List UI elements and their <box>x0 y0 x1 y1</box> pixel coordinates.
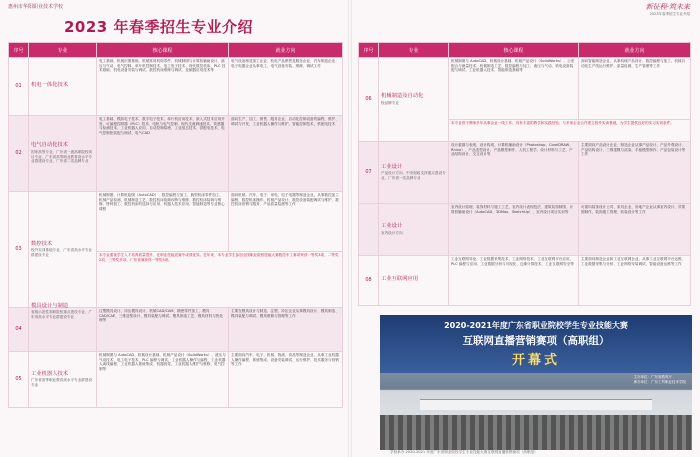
banner-line-2: 互联网直播营销赛项（高职组） <box>462 335 610 347</box>
majors-table-right <box>358 42 691 306</box>
major-name: 工业设计 <box>381 163 403 170</box>
major-name: 机械制造及自动化 <box>381 92 424 99</box>
row-number: 05 <box>9 352 29 408</box>
table-row <box>359 256 691 306</box>
organizer-line: 主办单位：广东省教育厅 <box>633 375 672 379</box>
col-header-core: 核心课程 <box>449 43 579 58</box>
major-note: 国家高等专业、广东省一流高职院校项目专业、广东省高等职业教育高水平专业群建设专业、广东省二类品牌专业 <box>31 149 93 164</box>
row-number: 06 <box>359 58 379 142</box>
logo-subtitle: 2023年春季招生专业介绍 <box>649 12 690 16</box>
job-direction: 主要面向制造企业和工业互联网企业，从事工业互联网平台运维、工业数据采集与分析、工业网络安装调试、智能设备运维等工作 <box>579 256 691 306</box>
major-cell <box>29 116 97 192</box>
major-name: 数控技术 <box>31 240 53 247</box>
col-header-job: 就业方向 <box>229 43 343 58</box>
organizer-line: 承办单位：广东工贸职业技术学院 <box>633 380 686 384</box>
col-header-major: 专业 <box>29 43 97 58</box>
job-direction: 可面向装饰设计公司、家具企业、房地产企业从事室内设计、效果图制作、装饰施工管理、软装设计等工作 <box>579 204 691 256</box>
photo-caption: 学校承办 2020-2021 年度广东省职业院校学生专业技能大赛互联网直播营销赛项（高职组） <box>390 450 538 454</box>
job-direction: 主要面向汽车、电子、机械、物流、食品等制造企业，从事工业机器人操作编程、系统集成、设备安装调试、运行维护、技术服务与营销等工作 <box>229 352 343 408</box>
row-number <box>359 204 379 256</box>
table-row <box>359 142 691 204</box>
major-cell <box>379 142 449 204</box>
competition-photo <box>380 315 692 450</box>
job-direction: 主要在模具设计与制造、注塑、冲压企业从事模具设计、模具制造、模具装配与调试、模具维修与管理等工作 <box>229 308 343 352</box>
job-direction: 面向智能制造企业，从事机械产品设计、数控编程与加工、机械自动化生产线运行维护、质量检测、生产管理等工作 <box>579 58 691 120</box>
major-name: 工业互联网应用 <box>381 276 419 283</box>
table-row <box>9 308 343 352</box>
major-note: 校品牌专业 <box>381 100 399 105</box>
core-courses: 电工基础、模拟电子技术、数字电子技术、单片机应用技术、嵌入式技术应用开发、可编程控制器（PLC）技术、电机与电气控制、现代交流调速技术、传感器与检测技术、工业机器人应用、自动控制原理、工业组态技术、供配电技术、电气控制柜装配与调试、电气CAD <box>97 116 229 192</box>
table-row <box>9 116 343 192</box>
table-header-row <box>359 43 691 58</box>
highlight-note: 本专业重视学生入才培养质量提升，在职业技能竞赛中成绩优异。近年来，本专业学生参加全国职业院校技能大赛数控车工赛项荣获一等奖3项、二等奖2项、三等奖多项，广东省赛获得一等奖5项。 <box>97 252 343 308</box>
row-number: 07 <box>359 142 379 204</box>
majors-table-left <box>8 42 343 408</box>
stage-table <box>420 399 652 410</box>
major-name: 模具设计与制造 <box>31 302 69 309</box>
core-courses: 室内设计原理、装饰材料与施工工艺、室内设计表现技法、建筑装饰制图、计算机辅助设计（AutoCAD、3DMax、SketchUp）、室内设计项目实训等 <box>449 204 579 256</box>
major-note: 省级示范性高职院校重点建设专业，广东省高水平专业群建设专业 <box>31 310 93 319</box>
table-row <box>9 352 343 408</box>
table-row <box>9 192 343 252</box>
major-note: 产品设计方向，中央财政支持重点建设专业，广东省一类品牌专业 <box>381 171 446 180</box>
row-number: 08 <box>359 256 379 306</box>
job-direction: 面向生产、加工、销售、服务企业、自动化控制设备的编程、维护、调试与开发，工业机器人操作与维护，智能控制技术，供配电技术 <box>229 116 343 192</box>
major-cell <box>29 58 97 116</box>
row-number: 02 <box>9 116 29 192</box>
row-number: 04 <box>9 308 29 352</box>
right-page <box>350 0 700 457</box>
major-name: 机电一体化技术 <box>31 82 69 89</box>
page-title: 2023 年春季招生专业介绍 <box>64 18 253 36</box>
col-header-job: 就业方向 <box>579 43 691 58</box>
table-row <box>359 204 691 256</box>
banner-line-3: 开幕式 <box>511 353 560 368</box>
major-name: 工业机器人技术 <box>31 370 69 377</box>
logo-text: 新征程·筑未来 <box>645 3 690 11</box>
major-note: 广东省高等职业教育高水平专业群建设专业 <box>31 378 93 387</box>
major-cell <box>29 352 97 408</box>
core-courses: 注塑模具设计、冲压模具设计、机械CAD/CAM、精密零件加工、模具CAD/CAE、三维造型设计、模具装配与调试、模具制造工艺、模具材料与热处理等 <box>97 308 229 352</box>
col-header-core: 核心课程 <box>97 43 229 58</box>
core-courses: 机械制图与 AutoCAD、机械设计基础、机械产品设计（SolidWorks）、液压与气动技术、电工电子技术、PLC 编程与调试、工业机器人操作与编程、工业机器人离线编程、工业机器人系统集成、机器视觉、工业机器人维护与维修、电气控制等 <box>97 352 229 408</box>
major-name: 工业设计 <box>381 222 403 229</box>
job-direction: 面向机械、汽车、电子、家电、电子电器等制造企业，从事数控加工编程、数控机床操作、机械产品设计、数控设备装配调试与维护、数控机床营销与服务、产品质量检测等工作 <box>229 192 343 252</box>
major-name: 电气自动化技术 <box>31 142 69 149</box>
major-note: 校外实训基地专业、广东省高水平专业群建设专业 <box>31 248 93 257</box>
job-direction: 电气设备制造加工企业、机电产品销售及服务企业、汽车制造企业、电子电器企业从事电工、电气设备安装、维修、调试工作 <box>229 58 343 116</box>
stage-banner <box>380 315 692 373</box>
highlight-note: 本专业骨干教师多年从事企业一线工作，具有丰富的教学和实践经验；与多家企业合作建立校外实训基地，为学生提供良好的实习实训条件。 <box>449 120 691 142</box>
major-cell <box>379 204 449 256</box>
core-courses: 工业互联网导论、工业数据采集技术、工业网络技术、工业互联网平台应用、PLC 编程与应用、工业数据分析与可视化、边缘计算技术、工业互联网安全等 <box>449 256 579 306</box>
banner-line-1: 2020-2021年度广东省职业院校学生专业技能大赛 <box>444 321 628 330</box>
major-cell <box>379 58 449 142</box>
core-courses: 电工基础、机械识图基础、机械常用机构零件、机械制图与计算机辅助设计、液压与气动、电气控制、单片机控制技术、电工电子技术、现代数控机床、PLC 技术基础、机电设备安装与调试、数控机床维修与调试、变频器应用技术等 <box>97 58 229 116</box>
job-direction: 主要面向产品设计企业、制造企业从事产品设计、产品外观设计、产品结构设计、三维建模与渲染、手板模型制作、产品包装设计等工作 <box>579 142 691 204</box>
organizer-info <box>634 375 687 385</box>
audience-rows <box>380 415 692 450</box>
table-header-row <box>9 43 343 58</box>
major-cell <box>29 192 97 308</box>
row-number: 01 <box>9 58 29 116</box>
major-cell <box>29 302 97 352</box>
core-courses: 机械制图、计算机绘图（AutoCAD）、数控编程与加工、典型机床零件加工、机械产品检测、机械制造工艺、数控机床故障诊断与维修、数控机床装调与维修、特种加工、数控机床的选择与应用、机器人技术应用、智能制造等专业核心课程 <box>97 192 229 252</box>
col-header-major: 专业 <box>379 43 449 58</box>
row-number: 03 <box>9 192 29 308</box>
major-cell <box>379 256 449 306</box>
col-header-no: 序号 <box>9 43 29 58</box>
school-name: 惠州市华阳职业技术学校 <box>8 4 64 10</box>
table-row <box>9 58 343 116</box>
core-courses: 设计素描与表现、设计构成、计算机辅助设计（Photoshop、CorelDRAW、Rhino）、产品造型设计、产品模型制作、人机工程学、设计材料与工艺、产品结构设计、交互设计等 <box>449 142 579 204</box>
brand-logo <box>646 2 690 17</box>
col-header-no: 序号 <box>359 43 379 58</box>
major-note: 室内设计方向 <box>381 230 403 235</box>
table-row <box>359 58 691 120</box>
core-courses: 机械制图与 AutoCAD、机械设计基础、机械产品设计（SolidWorks）、公差配合与测量技术、机械制造工艺、数控编程与加工、液压与气动、机电设备装配与调试、工业机器人技术、智能制造基础等 <box>449 58 579 120</box>
